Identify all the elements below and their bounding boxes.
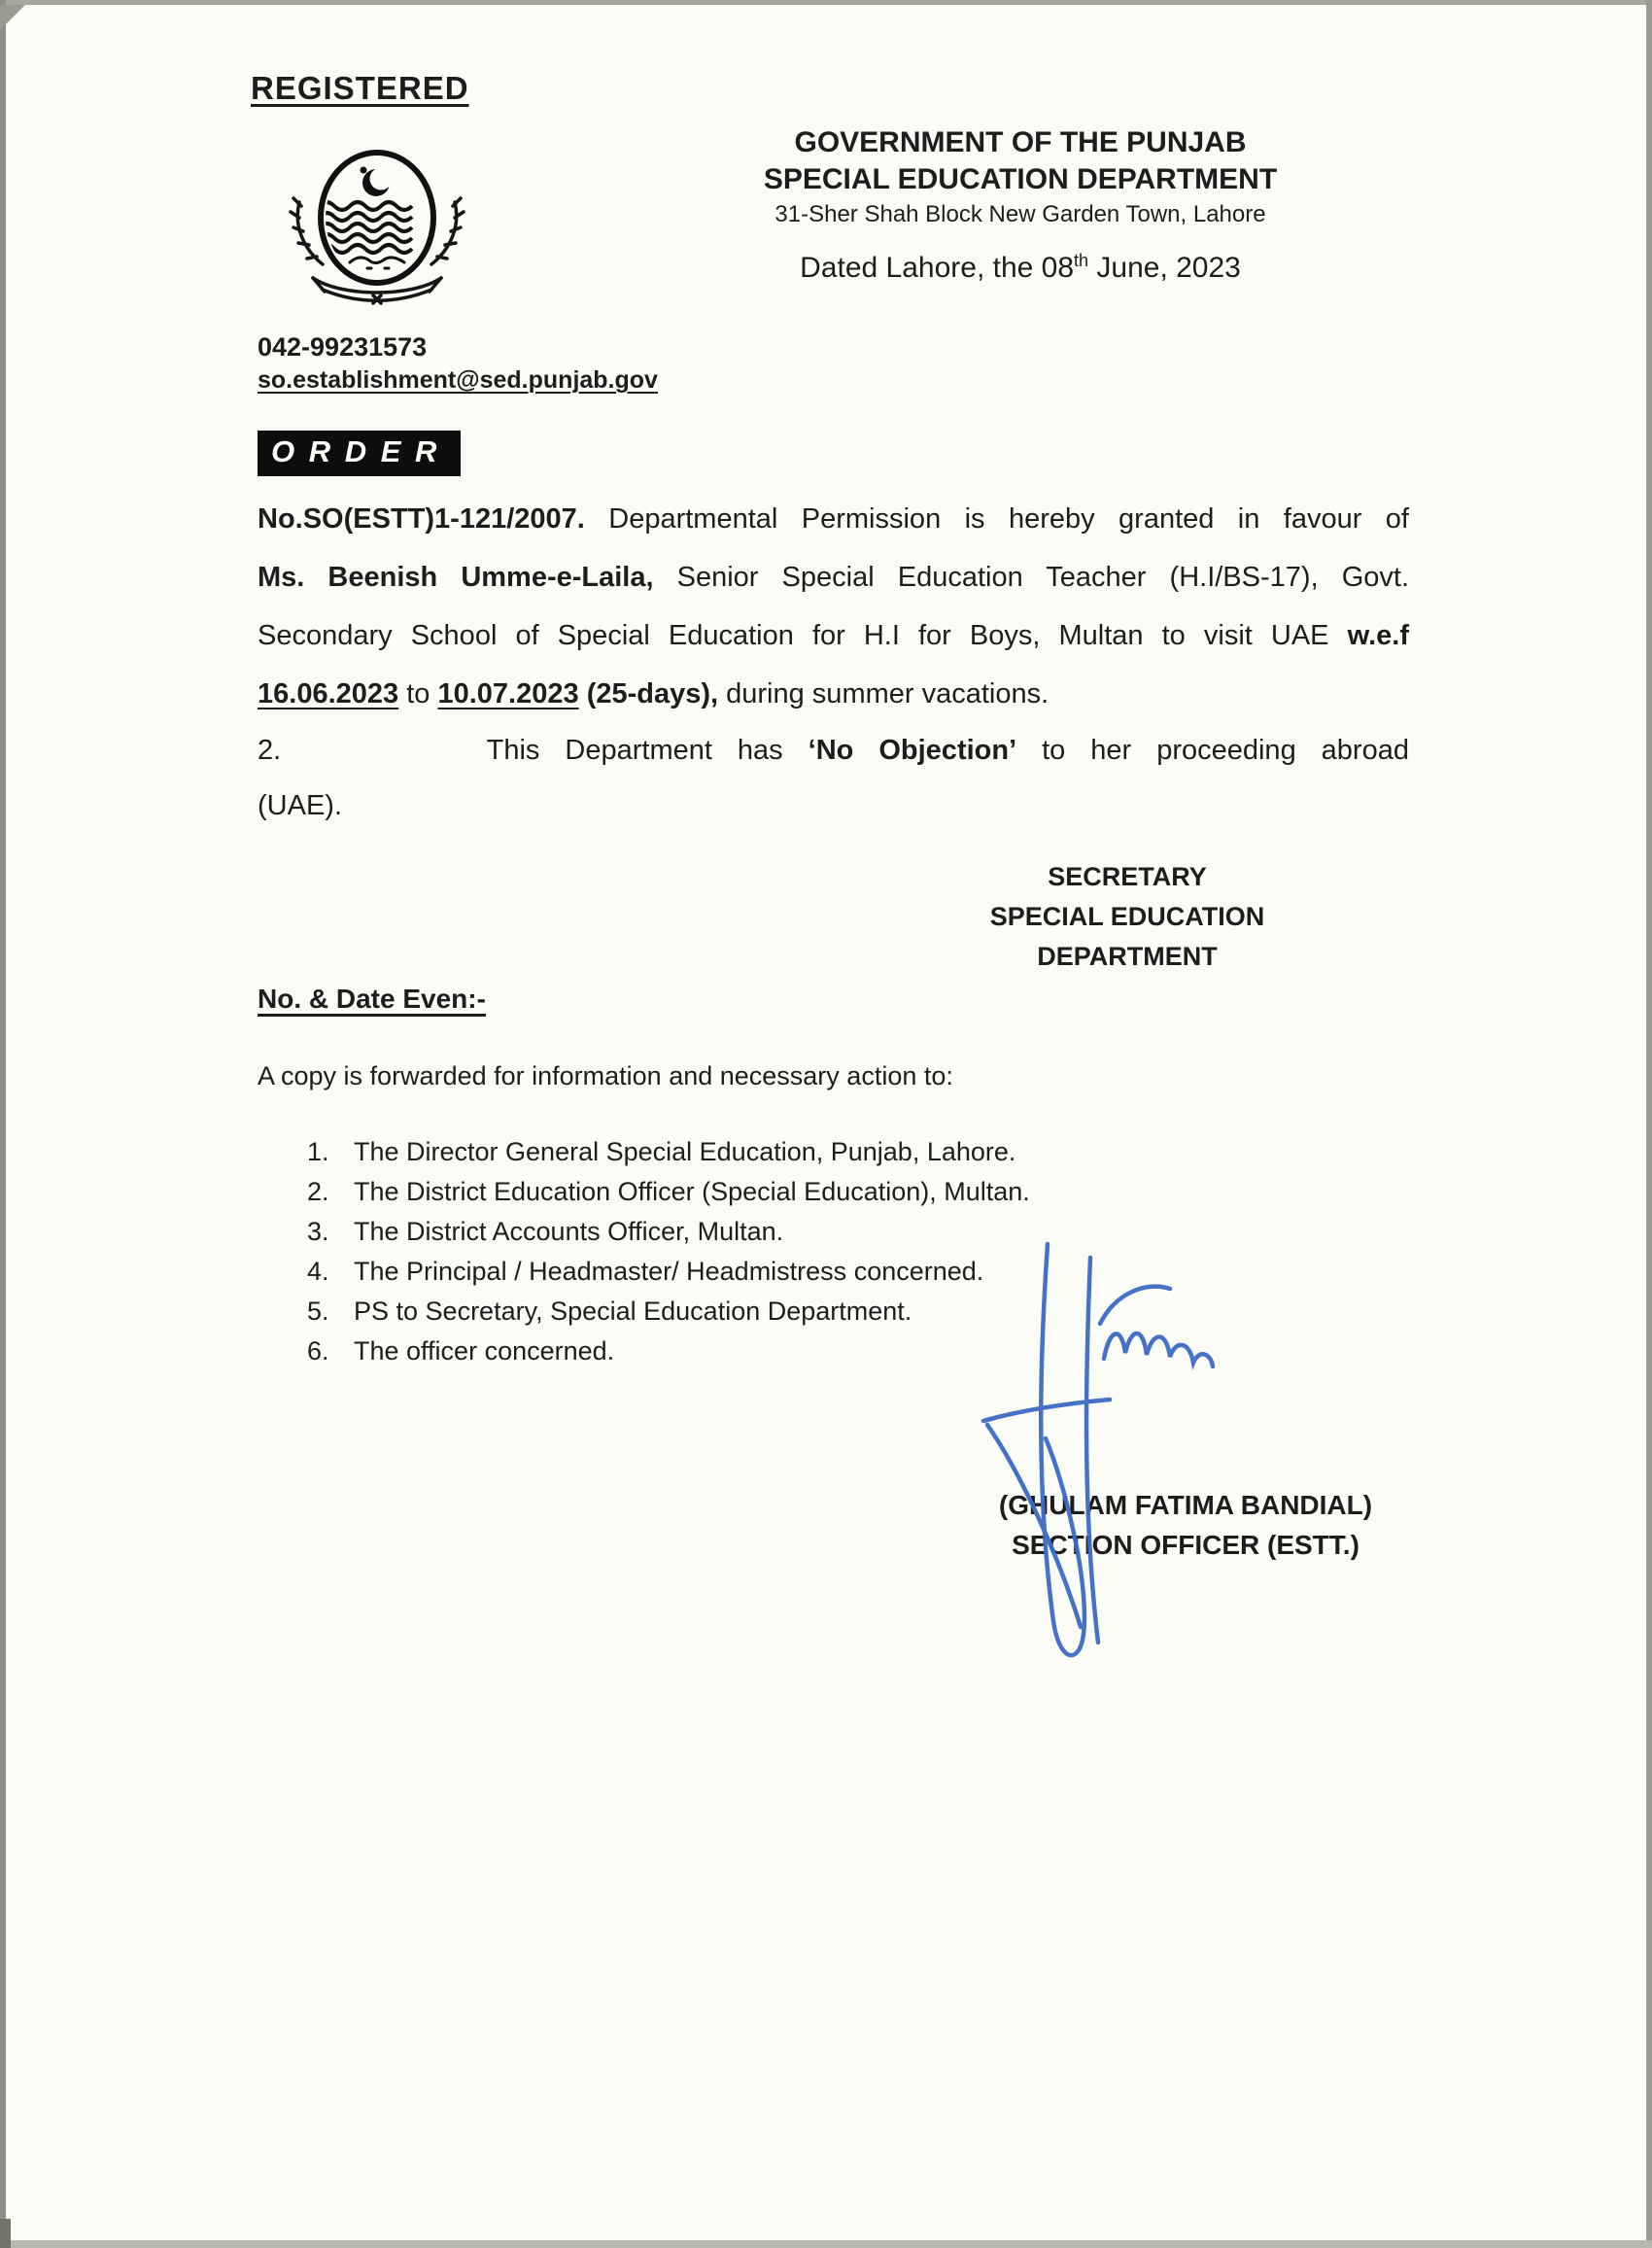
signatory-block [967,1485,1404,1565]
recipient-number: 1. [307,1137,329,1166]
reference-number: No.SO(ESTT)1-121/2007. [258,503,585,535]
recipient-item [307,1297,1030,1336]
recipient-number: 5. [307,1297,329,1326]
date-prefix: Dated Lahore, the 08 [800,252,1075,284]
order-heading: O R D E R [258,431,461,476]
order-paragraph-line-2 [258,548,1409,606]
wef-label: w.e.f [1347,620,1409,651]
government-title: GOVERNMENT OF THE PUNJAB [794,126,1247,158]
signatory-title: SECTION OFFICER (ESTT.) [1012,1530,1359,1560]
order-paragraph [258,490,1409,723]
department-address: 31-Sher Shah Block New Garden Town, Lahore [774,201,1266,227]
department-title: SPECIAL EDUCATION DEPARTMENT [763,163,1278,195]
recipient-text: PS to Secretary, Special Education Department. [354,1297,912,1326]
secretary-line-1: SECRETARY [1048,862,1207,891]
end-date: 10.07.2023 [437,678,579,709]
scan-corner-top-left [0,5,25,30]
order-paragraph-line-4 [258,665,1409,723]
start-date: 16.06.2023 [258,678,399,709]
punjab-government-emblem-icon [280,146,474,309]
date-ordinal: th [1074,251,1089,270]
secretary-line-2: SPECIAL EDUCATION [989,902,1265,931]
scan-edge-top [0,0,1652,5]
registered-label: REGISTERED [251,70,469,106]
duration-label: (25-days), [586,678,719,709]
email-address: so.establishment@sed.punjab.gov [258,366,658,394]
order-paragraph-line-1 [258,490,1409,548]
river-waves [319,202,412,253]
paragraph-text: Departmental Permission is hereby granted in favour of [608,503,1409,535]
forwarding-line: A copy is forwarded for information and necessary action to: [258,1061,953,1090]
officer-name: Ms. Beenish Umme-e-Laila, [258,562,654,593]
paragraph-text: during summer vacations. [726,678,1050,709]
recipient-list [307,1137,1030,1376]
paragraph-number: 2. [258,735,282,766]
paragraph-text: Secondary School of Special Education for H.I for Boys, Multan to visit UAE [258,620,1329,651]
recipient-text: The Director General Special Education, Punjab, Lahore. [354,1137,1016,1166]
secretary-signature-block [947,857,1307,977]
paragraph-text: Senior Special Education Teacher (H.I/BS-17), Govt. [676,562,1410,593]
recipient-number: 3. [307,1217,329,1246]
urdu-inscription [350,258,404,268]
recipient-text: The officer concerned. [354,1336,615,1366]
date-suffix: June, 2023 [1096,252,1241,284]
endorsement-heading: No. & Date Even:- [258,984,486,1014]
no-objection-line-2: (UAE). [258,790,342,821]
recipient-text: The Principal / Headmaster/ Headmistress concerned. [354,1257,984,1286]
paragraph-text: to [406,678,430,709]
recipient-item [307,1177,1030,1217]
letterhead [748,124,1292,285]
order-paragraph-line-3 [258,606,1409,665]
crescent-star-icon [361,167,393,197]
signatory-name: (GHULAM FATIMA BANDIAL) [998,1490,1373,1520]
recipient-item [307,1217,1030,1257]
scan-edge-left [0,0,6,2248]
no-objection-paragraph [258,723,1409,834]
scan-corner-bottom-left [0,2219,11,2248]
scan-edge-right [1646,0,1652,2248]
recipient-text: The District Accounts Officer, Multan. [354,1217,784,1246]
paragraph-text: This Department has [486,735,783,766]
secretary-line-3: DEPARTMENT [1037,942,1218,971]
paragraph-text: to her proceeding abroad [1042,735,1409,766]
recipient-item [307,1137,1030,1177]
recipient-item [307,1336,1030,1376]
no-objection-phrase: ‘No Objection’ [808,735,1017,766]
recipient-item [307,1257,1030,1297]
recipient-number: 6. [307,1336,329,1366]
recipient-number: 4. [307,1257,329,1286]
recipient-number: 2. [307,1177,329,1206]
date-line [748,251,1292,285]
no-objection-line-1 [258,723,1409,778]
scan-edge-bottom [0,2240,1652,2248]
phone-number: 042-99231573 [258,332,428,362]
recipient-text: The District Education Officer (Special Education), Multan. [354,1177,1030,1206]
